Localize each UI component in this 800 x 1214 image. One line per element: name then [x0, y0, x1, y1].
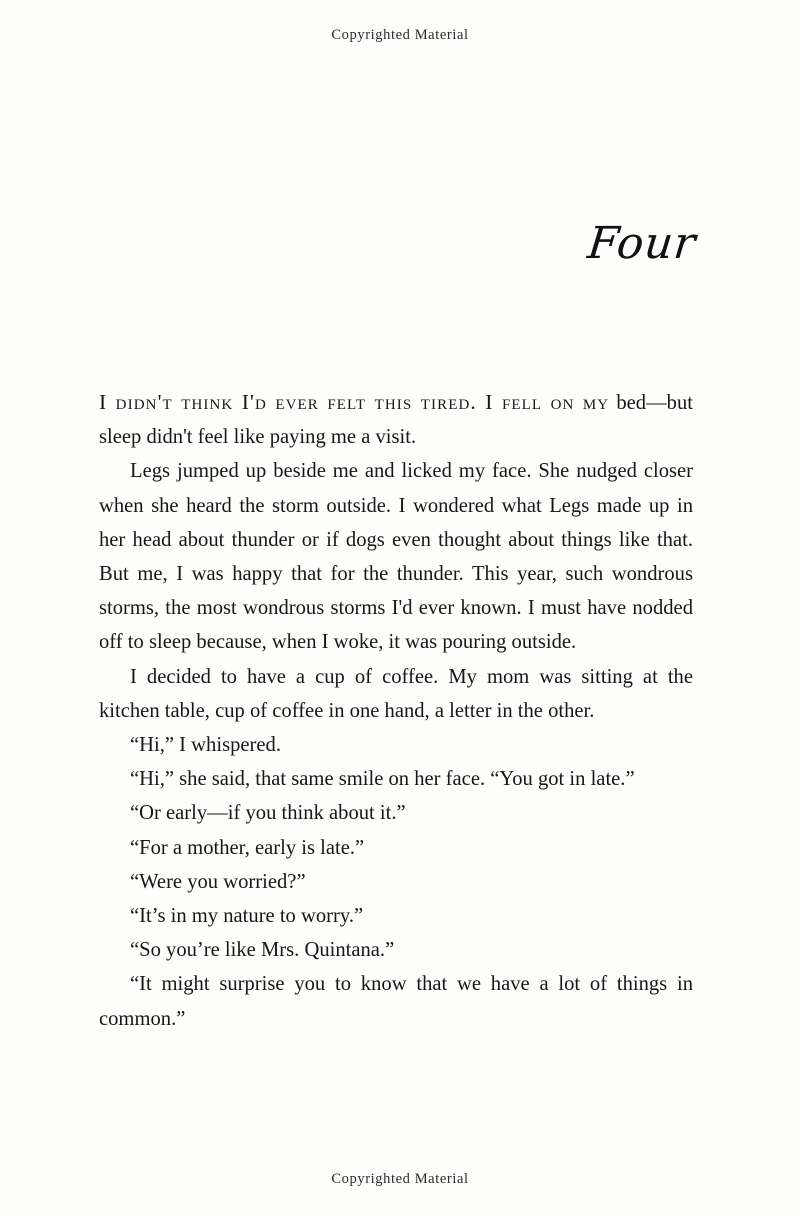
- opening-rest: bed—but sleep didn't feel like paying me a visit.: [99, 392, 693, 449]
- chapter-number-heading: Four: [585, 218, 699, 269]
- dialogue-line-nature-to-worry: “It’s in my nature to worry.”: [130, 905, 364, 928]
- paragraph-things-in-common: “It might surprise you to know that we have a lot of things in common.”: [99, 973, 693, 1030]
- paragraph-legs-storm: Legs jumped up beside me and licked my face. She nudged closer when she heard the storm outside. I wondered what Legs made up in her head about thunder or if dogs even thought about things like that. But me, I was happy that for the thunder. This year, such wondrous storms, the most wondrous storms I'd ever known. I must have nodded off to sleep because, when I woke, it was pouring outside.: [99, 460, 693, 654]
- paragraph-coffee-kitchen: I decided to have a cup of coffee. My mom was sitting at the kitchen table, cup of coffee in one hand, a letter in the other.: [99, 665, 693, 722]
- dialogue-line-or-early: “Or early—if you think about it.”: [130, 802, 406, 825]
- chapter-body-text: [99, 385, 693, 1036]
- copyright-watermark-bottom: Copyrighted Material: [331, 1171, 469, 1187]
- dialogue-line-were-you-worried: “Were you worried?”: [130, 870, 306, 893]
- dialogue-line-for-a-mother: “For a mother, early is late.”: [130, 836, 365, 859]
- opening-small-caps-line: I didn't think I'd ever felt this tired. I fell on my: [99, 390, 610, 414]
- dialogue-line-mrs-quintana: “So you’re like Mrs. Quintana.”: [130, 939, 395, 962]
- dialogue-line-hi-whispered: “Hi,” I whispered.: [130, 734, 281, 757]
- dialogue-line-got-in-late: “Hi,” she said, that same smile on her face. “You got in late.”: [130, 768, 635, 791]
- copyright-watermark-top: Copyrighted Material: [331, 27, 469, 43]
- paragraph-opening: [99, 385, 693, 454]
